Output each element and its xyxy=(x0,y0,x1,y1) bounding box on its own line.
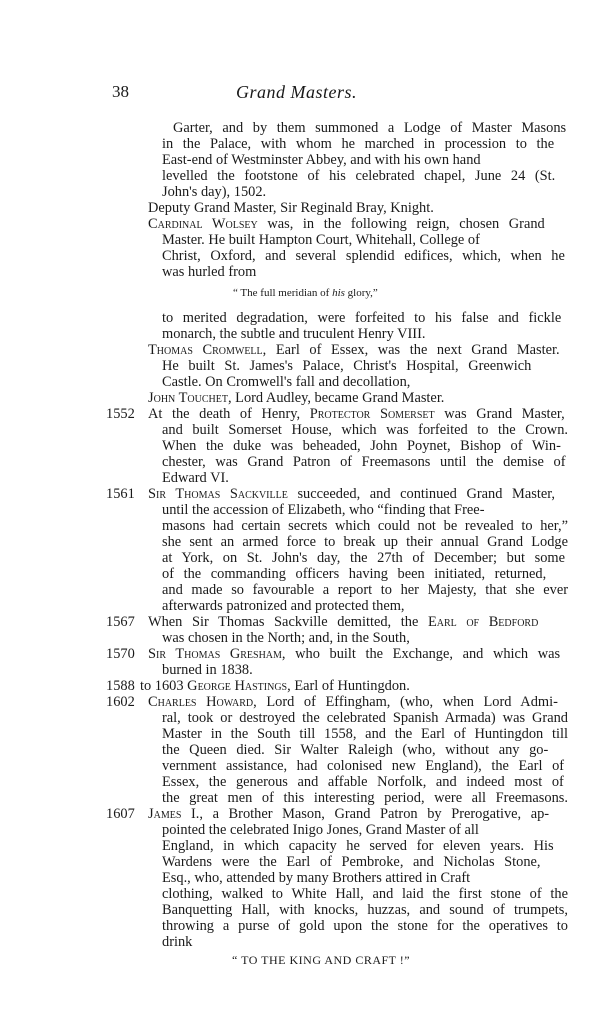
person-name: Thomas Cromwell xyxy=(148,342,263,358)
text-line: to merited degradation, were forfeited to his false and fickle xyxy=(162,310,562,326)
page-header xyxy=(0,82,593,104)
text-line: the Queen died. Sir Walter Raleigh (who, without any go- xyxy=(162,742,549,758)
text-line: At the death of Henry, Protector Somerset was Grand Master, xyxy=(148,406,565,422)
text-line: ral, took or destroyed the celebrated Spanish Armada) was Grand xyxy=(162,710,568,726)
text-line: John Touchet, Lord Audley, became Grand Master. xyxy=(148,390,445,406)
text-line: When the duke was beheaded, John Poynet, Bishop of Win- xyxy=(162,438,561,454)
person-name: James I. xyxy=(148,806,200,822)
person-name: Sir Thomas Sackville xyxy=(148,486,288,502)
text-line: of the commanding officers having been initiated, returned, xyxy=(162,566,547,582)
person-name: Sir Thomas Gresham xyxy=(148,646,282,662)
text-line: monarch, the subtle and truculent Henry VIII. xyxy=(162,326,426,342)
text-line: until the accession of Elizabeth, who “finding that Free- xyxy=(162,502,485,518)
text-line: vernment assistance, had colonised new England), the Earl of xyxy=(162,758,565,774)
text-line: was hurled from xyxy=(162,264,257,280)
text-line: Sir Thomas Gresham, who built the Exchange, and which was xyxy=(148,646,561,662)
year-label: 1607 xyxy=(106,806,135,822)
text-line: Deputy Grand Master, Sir Reginald Bray, Knight. xyxy=(148,200,434,216)
text-line: Castle. On Cromwell's fall and decollation, xyxy=(162,374,411,390)
text-line: James I., a Brother Mason, Grand Patron by Prerogative, ap- xyxy=(148,806,550,822)
person-name: Cardinal Wolsey xyxy=(148,216,258,232)
text-line: East-end of Westminster Abbey, and with his own hand xyxy=(162,152,481,168)
text-line: drink xyxy=(162,934,193,950)
text-line: He built St. James's Palace, Christ's Hospital, Greenwich xyxy=(162,358,532,374)
text-line: burned in 1838. xyxy=(162,662,253,678)
text-line: John's day), 1502. xyxy=(162,184,267,200)
text-line: was chosen in the North; and, in the South, xyxy=(162,630,410,646)
text-line: masons had certain secrets which could not be revealed to her,” xyxy=(162,518,568,534)
text-line: Cardinal Wolsey was, in the following reign, chosen Grand xyxy=(148,216,545,232)
text-line: the great men of this interesting period, were all Freemasons. xyxy=(162,790,568,806)
year-label: 1561 xyxy=(106,486,135,502)
year-label: 1570 xyxy=(106,646,135,662)
year-label: 1552 xyxy=(106,406,135,422)
year-label: 1602 xyxy=(106,694,135,710)
year-label: 1588 xyxy=(106,678,135,694)
text-line: Sir Thomas Sackville succeeded, and continued Grand Master, xyxy=(148,486,556,502)
text-line: Thomas Cromwell, Earl of Essex, was the next Grand Master. xyxy=(148,342,560,358)
text-line: Edward VI. xyxy=(162,470,229,486)
text-line: Charles Howard, Lord of Effingham, (who, when Lord Admi- xyxy=(148,694,558,710)
quote-king-and-craft: “ TO THE KING AND CRAFT !” xyxy=(232,953,411,967)
text-line: clothing, walked to White Hall, and laid the first stone of the xyxy=(162,886,568,902)
text-line: afterwards patronized and protected them, xyxy=(162,598,405,614)
page-number: 38 xyxy=(112,82,129,101)
text-line: Banquetting Hall, with knocks, huzzas, and sound of trumpets, xyxy=(162,902,568,918)
text-line: Christ, Oxford, and several splendid edifices, which, when he xyxy=(162,248,565,264)
text-line: she sent an armed force to break up their annual Grand Lodge xyxy=(162,534,568,550)
text-line: Master in the South till 1558, and the Earl of Huntingdon till xyxy=(162,726,568,742)
text-line: England, in which capacity he served for eleven years. His xyxy=(162,838,554,854)
person-name: Earl of Bedford xyxy=(427,614,539,630)
person-name: John Touchet xyxy=(148,390,228,406)
text-line: Essex, the generous and affable Norfolk, and indeed most of xyxy=(162,774,564,790)
text-line: Wardens were the Earl of Pembroke, and Nicholas Stone, xyxy=(162,854,541,870)
text-line: pointed the celebrated Inigo Jones, Grand Master of all xyxy=(162,822,479,838)
text-line: Garter, and by them summoned a Lodge of Master Masons xyxy=(173,120,567,136)
person-name: Protector Somerset xyxy=(309,406,435,422)
person-name: Charles Howard xyxy=(148,694,254,710)
person-name: George Hastings xyxy=(187,678,288,694)
text-line: Master. He built Hampton Court, Whitehall, College of xyxy=(162,232,480,248)
text-line: and built Somerset House, which was forfeited to the Crown. xyxy=(162,422,568,438)
text-line: to 1603 George Hastings, Earl of Huntingdon. xyxy=(140,678,410,694)
text-line: at York, on St. John's day, the 27th of December; but some xyxy=(162,550,566,566)
text-line: levelled the footstone of his celebrated chapel, June 24 (St. xyxy=(162,168,556,184)
text-line: When Sir Thomas Sackville demitted, the Earl of Bedford xyxy=(148,614,539,630)
text-line: chester, was Grand Patron of Freemasons until the demise of xyxy=(162,454,566,470)
quote-glory: “ The full meridian of his glory,” xyxy=(233,287,378,299)
text-line: and made so favourable a report to her Majesty, that she ever xyxy=(162,582,568,598)
text-line: in the Palace, with whom he marched in procession to the xyxy=(162,136,555,152)
year-label: 1567 xyxy=(106,614,135,630)
text-line: throwing a purse of gold upon the stone for the operatives to xyxy=(162,918,568,934)
running-title: Grand Masters. xyxy=(235,82,357,102)
text-line: Esq., who, attended by many Brothers attired in Craft xyxy=(162,870,471,886)
